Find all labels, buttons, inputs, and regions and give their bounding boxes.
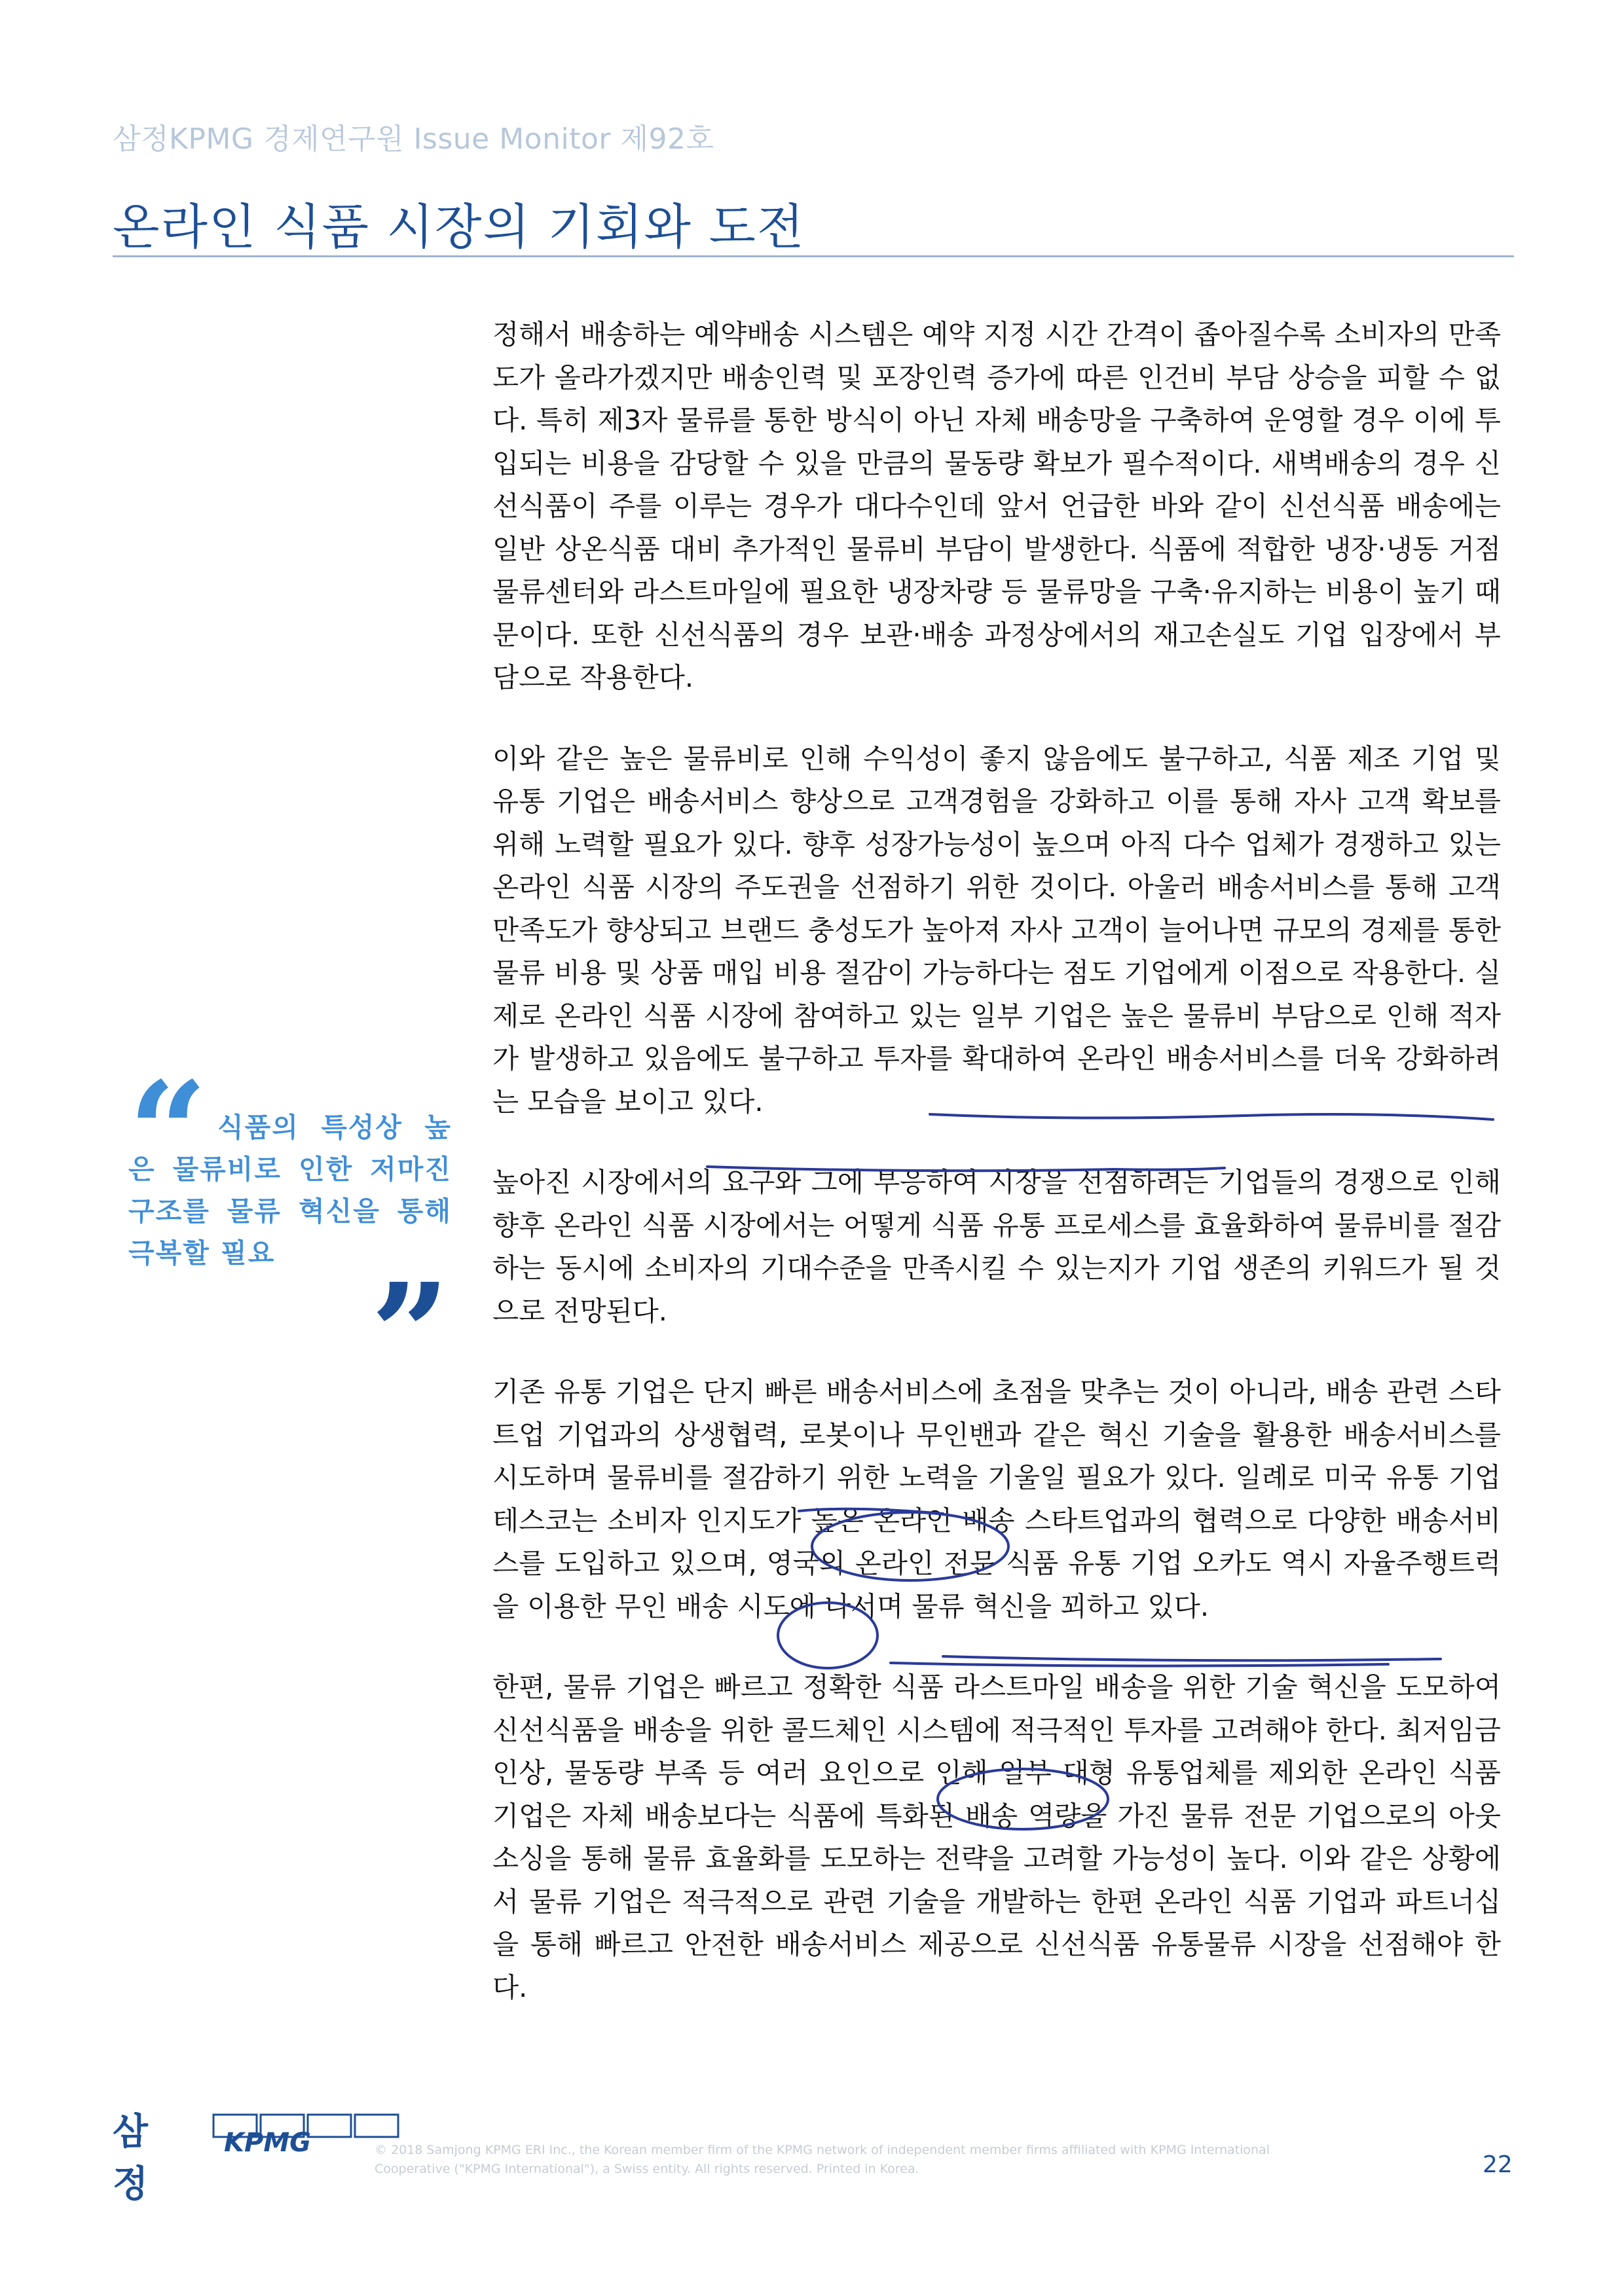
circle-mark bbox=[778, 1603, 877, 1668]
strike-mark bbox=[799, 1509, 943, 1514]
underline-mark bbox=[943, 1656, 1441, 1660]
copyright-notice: © 2018 Samjong KPMG ERI Inc., the Korean member firm of the KPMG network of independent member firms affiliated with KPMG International Cooperative ("KPMG International"), a Swiss entity. All rights reserved. Printed in Korea. bbox=[375, 2143, 1270, 2176]
paragraph: 정해서 배송하는 예약배송 시스템은 예약 지정 시간 간격이 좁아질수록 소비자의 만족도가 올라가겠지만 배송인력 및 포장인력 증가에 따른 인건비 부담 상승을 피할 수 없다. 특히 제3자 물류를 통한 방식이 아닌 자체 배송망을 구축하여 운영할 경우 이에 투입되는 비용을 감당할 수 있을 만큼의 물동량 확보가 필수적이다. 새벽배송의 경우 신선식품이 주를 이루는 경우가 대다수인데 앞서 언급한 바와 같이 신선식품 배송에는 일반 상온식품 대비 추가적인 물류비 부담이 발생한다. 식품에 적합한 냉장·냉동 거점 물류센터와 라스트마일에 필요한 냉장차량 등 물류망을 구축·유지하는 비용이 높기 때문이다. 또한 신선식품의 경우 보관·배송 과정상에서의 재고손실도 기업 입장에서 부담으로 작용한다. bbox=[492, 318, 1501, 693]
open-quote-icon: “ bbox=[128, 1051, 208, 1213]
paragraph: 이와 같은 높은 물류비로 인해 수익성이 좋지 않음에도 불구하고, 식품 제조 기업 및 유통 기업은 배송서비스 향상으로 고객경험을 강화하고 이를 통해 자사 고객 확보를 위해 노력할 필요가 있다. 향후 성장가능성이 높으며 아직 다수 업체가 경쟁하고 있는 온라인 식품 시장의 주도권을 선점하기 위한 것이다. 아울러 배송서비스를 통해 고객만족도가 향상되고 브랜드 충성도가 높아져 자사 고객이 늘어나면 규모의 경제를 통한 물류 비용 및 상품 매입 비용 절감이 가능하다는 점도 기업에게 이점으로 작용한다. 실제로 온라인 식품 시장에 참여하고 있는 일부 기업은 높은 물류비 부담으로 인해 적자가 발생하고 있음에도 불구하고 투자를 확대하여 온라인 배송서비스를 더욱 강화하려는 모습을 보이고 있다. bbox=[492, 742, 1501, 1118]
logo-kpmg-text: KPMG bbox=[224, 2128, 311, 2158]
logo-korean-text: 삼정 bbox=[113, 2111, 151, 2206]
close-quote-icon: ” bbox=[371, 1253, 450, 1415]
pull-quote-text: 식품의 특성상 높은 물류비로 인한 저마진 구조를 물류 혁신을 통해 극복할 필요 bbox=[128, 1112, 452, 1269]
underline-mark bbox=[930, 1114, 1493, 1120]
report-series-title: 삼정KPMG 경제연구원 Issue Monitor 제92호 bbox=[113, 122, 714, 156]
circle-mark bbox=[812, 1512, 1008, 1580]
underline-mark bbox=[707, 1167, 1225, 1171]
underline-mark bbox=[891, 1663, 1388, 1666]
paragraph: 높아진 시장에서의 요구와 그에 부응하여 시장을 선점하려는 기업들의 경쟁으로 인해 향후 온라인 식품 시장에서는 어떻게 식품 유통 프로세스를 효율화하여 물류비를 절감하는 동시에 소비자의 기대수준을 만족시킬 수 있는지가 기업 생존의 키워드가 될 것으로 전망된다. bbox=[492, 1166, 1501, 1327]
paragraph: 기존 유통 기업은 단지 빠른 배송서비스에 초점을 맞추는 것이 아니라, 배송 관련 스타트업 기업과의 상생협력, 로봇이나 무인밴과 같은 혁신 기술을 활용한 배송서비스를 시도하며 물류비를 절감하기 위한 노력을 기울일 필요가 있다. 일례로 미국 유통 기업 테스코는 소비자 인지도가 높은 온라인 배송 스타트업과의 협력으로 다양한 배송서비스를 도입하고 있으며, 영국의 온라인 전문 식품 유통 기업 오카도 역시 자율주행트럭을 이용한 무인 배송 시도에 나서며 물류 혁신을 꾀하고 있다. bbox=[492, 1376, 1501, 1622]
paragraph: 한편, 물류 기업은 빠르고 정확한 식품 라스트마일 배송을 위한 기술 혁신을 도모하여 신선식품을 배송을 위한 콜드체인 시스템에 적극적인 투자를 고려해야 한다. 최저임금 인상, 물동량 부족 등 여러 요인으로 인해 일부 대형 유통업체를 제외한 온라인 식품 기업은 자체 배송보다는 식품에 특화된 배송 역량을 가진 물류 전문 기업으로의 아웃소싱을 통해 물류 효율화를 도모하는 전략을 고려할 가능성이 높다. 이와 같은 상황에서 물류 기업은 적극적으로 관련 기술을 개발하는 한편 온라인 식품 기업과 파트너십을 통해 빠르고 안전한 배송서비스 제공으로 신선식품 유통물류 시장을 선점해야 한다. bbox=[492, 1671, 1501, 2003]
circle-mark bbox=[938, 1769, 1108, 1829]
page-number: 22 bbox=[1483, 2151, 1513, 2178]
page-title: 온라인 식품 시장의 기회와 도전 bbox=[113, 199, 805, 255]
